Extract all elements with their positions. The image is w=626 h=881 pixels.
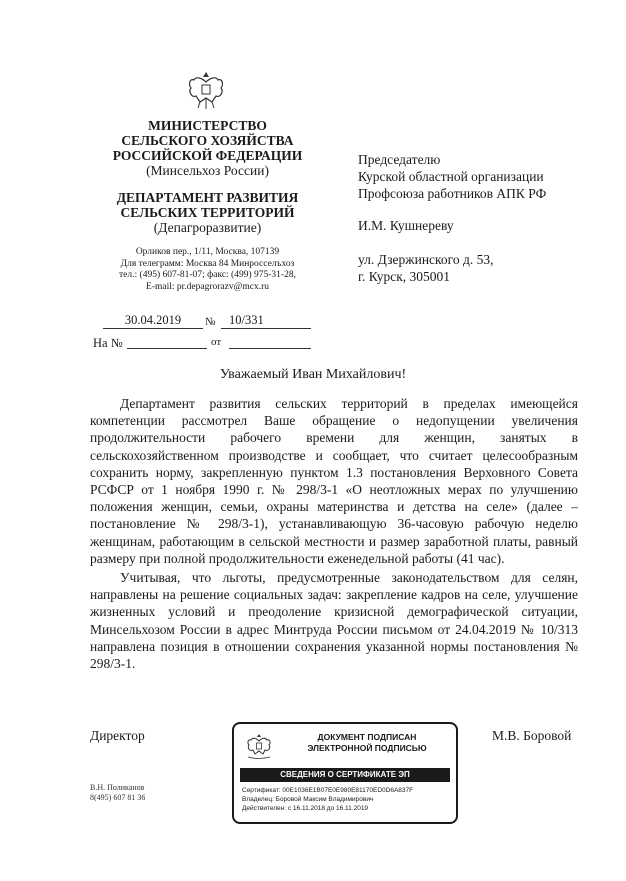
letter-body	[90, 395, 578, 674]
coat-of-arms-icon	[186, 68, 226, 112]
signer-title: Директор	[90, 728, 145, 743]
sender-address: Орликов пер., 1/11, Москва, 107139 Для телеграмм: Москва 84 Минросселъхоз тел.: (495) 607-81-07; факс: (499) 975-31-28, E-mail: pr.depagrorazv@mcx.ru	[119, 247, 296, 292]
certificate-id: Сертификат: 00E1036E1B07E0E980E81170ED0D6A837F	[242, 787, 414, 794]
number-label: №	[205, 316, 216, 328]
reply-date-blank	[229, 348, 311, 349]
reply-to-label: На №	[93, 336, 123, 350]
reply-from-label: от	[211, 336, 222, 348]
letter-number: 10/331	[221, 313, 311, 329]
certificate-details	[242, 786, 452, 813]
body-paragraph: Департамент развития сельских территорий в пределах имеющейся компетенции рассмотрел Ваше обращение о недопущении увеличения продолжительности рабочего времени для женщин, занятых в сельскохозяйственном производстве и сообщает, что считает целесообразным сохранить норму, закрепленную пунктом 1.3 постановления Верховного Совета РСФСР от 1 ноября 1990 г. № 298/3-1 «О неотложных мерах по улучшению положения женщин, семьи, охраны материнства и детства на селе» (далее – постановление № 298/3-1), устанавливающую 36-часовую рабочую неделю женщинам, работающим в сельской местности и размер заработной платы, равный размеру при полной продолжительности еженедельной работы (41 час).	[90, 396, 578, 566]
ministry-title: МИНИСТЕРСТВО СЕЛЬСКОГО ХОЗЯЙСТВА РОССИЙСКОЙ ФЕДЕРАЦИИ	[112, 118, 303, 163]
certificate-validity: Действителен: с 16.11.2018 до 16.11.2019	[242, 805, 369, 812]
certificate-owner: Владелец: Боровой Максим Владимирович	[242, 796, 374, 803]
letter-date: 30.04.2019	[103, 313, 203, 329]
ministry-short-name: (Минсельхоз России)	[146, 163, 269, 178]
recipient-address: ул. Дзержинского д. 53, г. Курск, 305001	[358, 252, 494, 284]
executor-info: В.Н. Поликанов 8(495) 607 81 36	[90, 783, 146, 802]
department-title: ДЕПАРТАМЕНТ РАЗВИТИЯ СЕЛЬСКИХ ТЕРРИТОРИЙ	[116, 190, 299, 220]
greeting: Уважаемый Иван Михайлович!	[219, 367, 407, 382]
body-paragraph: Учитывая, что льготы, предусмотренные законодательством для селян, направлены на решение социальных задач: закрепление кадров на селе, улучшение жизненных условий и преодоление кризисной демографической ситуации, Минсельхозом России в адрес Минтруда России письмом от 24.04.2019 № 10/313 направлена позиция в отношении сохранения указанной нормы постановления № 298/3-1.	[90, 570, 578, 672]
recipient-name: И.М. Кушнереву	[358, 218, 454, 233]
signer-name: М.В. Боровой	[492, 728, 572, 743]
recipient-block: Председателю Курской областной организации Профсоюза работников АПК РФ	[358, 152, 547, 201]
department-short-name: (Депагроразвитие)	[153, 220, 262, 235]
stamp-emblem-icon	[246, 731, 272, 761]
stamp-title: ДОКУМЕНТ ПОДПИСАН ЭЛЕКТРОННОЙ ПОДПИСЬЮ	[307, 732, 427, 753]
certificate-header: СВЕДЕНИЯ О СЕРТИФИКАТЕ ЭП	[240, 768, 450, 782]
reply-number-blank	[127, 348, 207, 349]
electronic-signature-stamp	[232, 722, 458, 824]
